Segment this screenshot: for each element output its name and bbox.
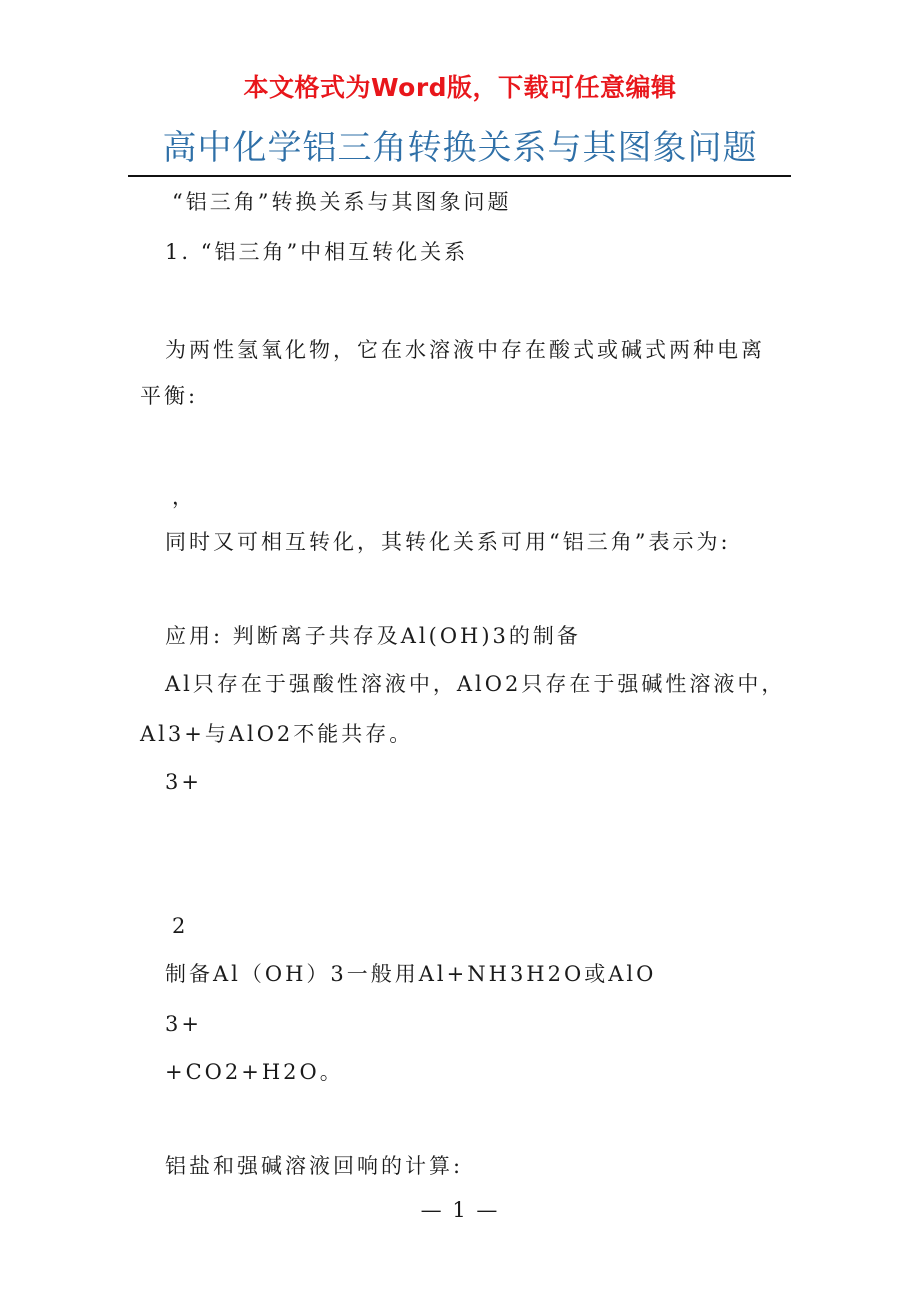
paragraph-line: 应用: 判断离子共存及Al(OH)3的制备 [165,624,581,648]
subsection-heading: 1. “铝三角”中相互转化关系 [165,240,469,264]
superscript-fragment: 3+ [165,770,202,794]
paragraph-line: Al只存在于强酸性溶液中，AlO2只存在于强碱性溶液中， [165,672,786,696]
paragraph-line: Al3+与AlO2不能共存。 [140,722,414,746]
paragraph-line: ， [172,485,196,509]
section-heading: “铝三角”转换关系与其图象问题 [172,190,512,214]
subscript-fragment: 2 [172,914,189,938]
paragraph-line: 铝盐和强碱溶液回响的计算: [165,1154,464,1178]
word-format-banner: 本文格式为Word版，下载可任意编辑 [243,73,677,102]
paragraph-line: 制备Al（OH）3一般用Al+NH3H2O或AlO [165,962,657,986]
page-number: — 1 — [420,1198,500,1222]
superscript-fragment: 3+ [165,1012,202,1036]
title-divider [128,175,791,177]
document-title: 高中化学铝三角转换关系与其图象问题 [162,128,758,168]
paragraph-line: 同时又可相互转化，其转化关系可用“铝三角”表示为: [165,530,731,554]
paragraph-line: +CO2+H2O。 [165,1060,344,1084]
paragraph-line: 平衡: [140,384,199,408]
paragraph-line: 为两性氢氧化物，它在水溶液中存在酸式或碱式两种电离 [165,338,765,362]
